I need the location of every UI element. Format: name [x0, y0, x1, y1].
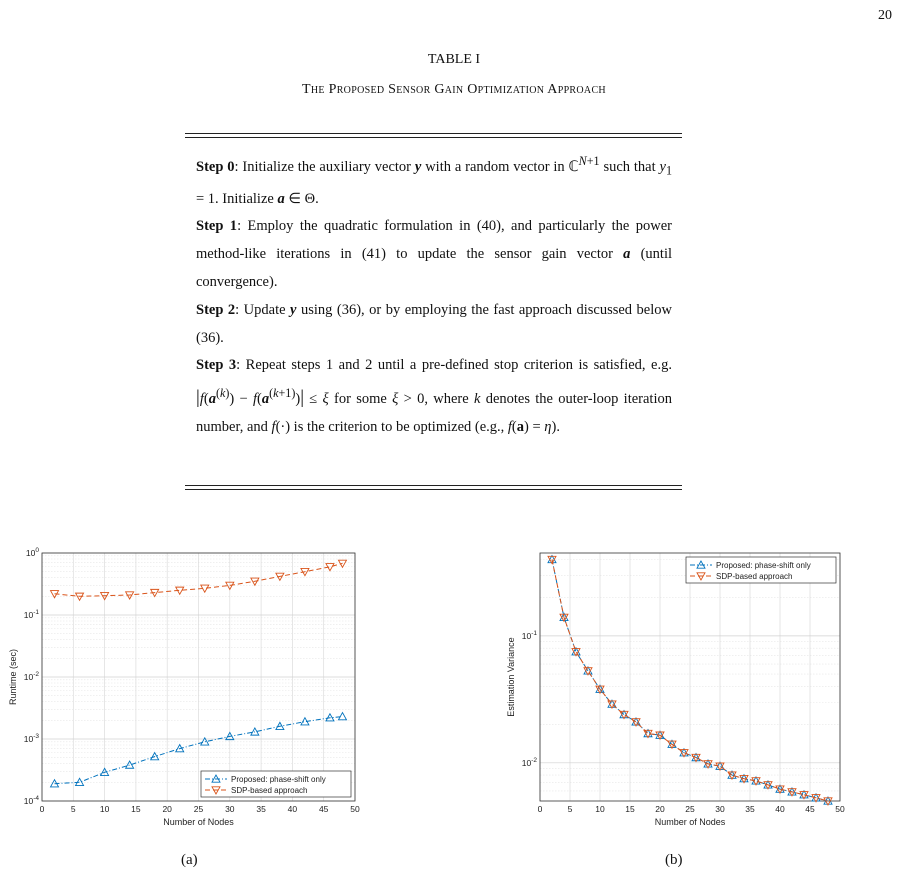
legend-label-0: Proposed: phase-shift only — [231, 775, 326, 784]
legend-label-0: Proposed: phase-shift only — [716, 561, 811, 570]
x-tick-label: 40 — [287, 804, 298, 814]
step-1: Step 1: Employ the quadratic formulation in (40), and particularly the power method-like iterations in (41) to update the sensor gain vector a (until convergence). — [196, 218, 673, 290]
step-3: Step 3: Repeat steps 1 and 2 until a pre-defined stop criterion is satisfied, e.g. $|f(a^{(k)}) - f(a^{(k+1)})| \le \xi$ for some ξ > 0, where k denotes the outer-loop iteration number, and f(·) is the criterion to be optimized (e.g., f(a) = η). — [196, 357, 672, 435]
table-title: The Proposed Sensor Gain Optimization Approach — [302, 82, 606, 97]
y-tick-label: $10^{-2}$ — [23, 671, 39, 682]
subcaption-b: (b) — [665, 852, 683, 868]
y-tick-label: $10^{-2}$ — [521, 756, 537, 768]
x-tick-label: 15 — [625, 804, 635, 814]
x-axis-label: Number of Nodes — [163, 817, 234, 827]
table-top-rule-2 — [185, 137, 682, 138]
x-tick-label: 20 — [655, 804, 665, 814]
x-tick-label: 30 — [225, 804, 235, 814]
y-tick-label: $10^{-1}$ — [521, 629, 537, 641]
data-point — [338, 713, 346, 720]
y-tick-label: $10^{-3}$ — [23, 733, 39, 744]
subcaption-a: (a) — [181, 852, 198, 868]
variance-chart — [490, 540, 870, 840]
y-tick-label: $10^{-1}$ — [23, 609, 39, 620]
x-tick-label: 10 — [99, 804, 110, 814]
page-number: 20 — [878, 8, 892, 23]
x-tick-label: 5 — [567, 804, 573, 814]
x-tick-label: 0 — [39, 804, 45, 814]
x-tick-label: 45 — [805, 804, 815, 814]
table-label: TABLE I — [427, 52, 481, 67]
x-tick-label: 5 — [70, 804, 76, 814]
table-bottom-rule-2 — [185, 489, 682, 490]
runtime-chart — [0, 540, 370, 840]
x-tick-label: 35 — [745, 804, 755, 814]
step-0: Step 0: Initialize the auxiliary vector y with a random vector in ℂ$^{N+1}$ such that $y_1 = 1$. Initialize a ∈ Θ. — [196, 154, 672, 207]
x-tick-label: 0 — [537, 804, 543, 814]
x-tick-label: 50 — [835, 804, 845, 814]
legend-label-1: SDP-based approach — [716, 572, 793, 581]
x-tick-label: 50 — [350, 804, 360, 814]
x-tick-label: 20 — [162, 804, 172, 814]
steps-table — [196, 148, 672, 442]
x-tick-label: 45 — [318, 804, 329, 814]
x-tick-label: 25 — [193, 804, 204, 814]
x-axis-label: Number of Nodes — [654, 817, 726, 827]
x-tick-label: 25 — [685, 804, 695, 814]
y-tick-label: $10^{-4}$ — [23, 795, 39, 806]
x-tick-label: 15 — [131, 804, 141, 814]
x-tick-label: 35 — [256, 804, 266, 814]
table-top-rule — [185, 133, 682, 134]
y-tick-label: $10^0$ — [25, 547, 39, 558]
x-tick-label: 40 — [775, 804, 785, 814]
x-tick-label: 10 — [595, 804, 605, 814]
data-point — [76, 778, 84, 785]
legend-label-1: SDP-based approach — [231, 786, 308, 795]
table-bottom-rule — [185, 485, 682, 486]
step-2: Step 2: Update y using (36), or by employing the fast approach discussed below (36). — [196, 301, 672, 346]
y-axis-label: Estimation Variance — [506, 637, 516, 717]
y-axis-label: Runtime (sec) — [8, 648, 18, 706]
x-tick-label: 30 — [715, 804, 725, 814]
